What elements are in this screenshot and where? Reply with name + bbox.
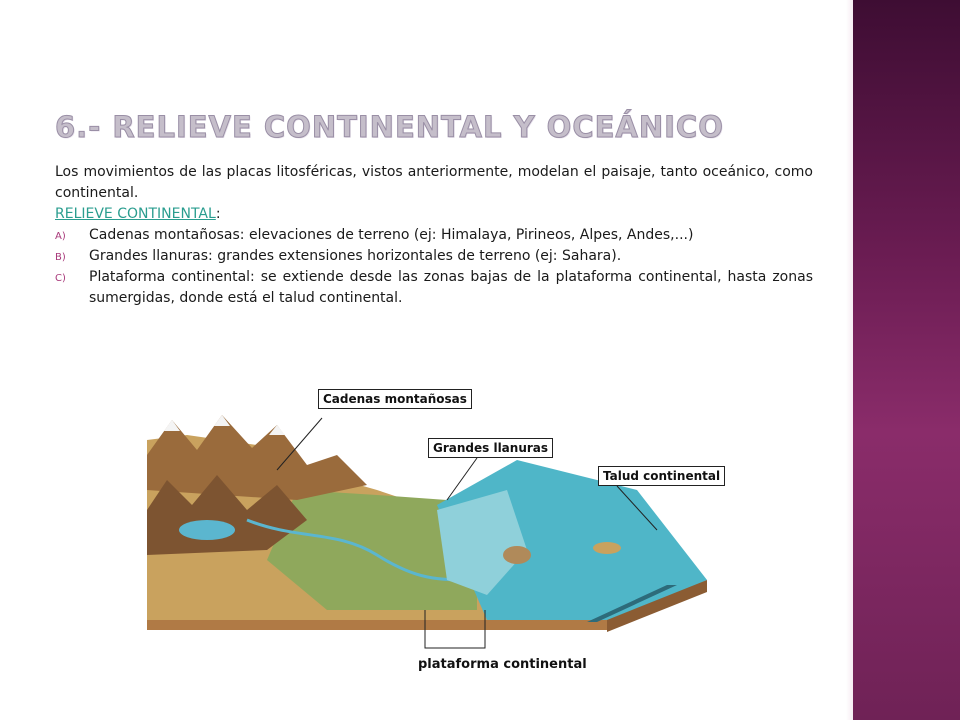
cross-section-front — [147, 620, 607, 630]
intro-paragraph: Los movimientos de las placas litosféricas, vistos anteriormente, modelan el paisaje, tanto oceánico, como continental. — [55, 164, 813, 201]
snow-cap-1 — [164, 420, 180, 431]
label-plataforma-continental: plataforma continental — [418, 657, 587, 672]
mountains-back — [147, 415, 367, 500]
list-item-a — [55, 225, 813, 246]
slide-title: 6.- RELIEVE CONTINENTAL Y OCEÁNICO — [55, 110, 724, 144]
list-text-b: Grandes llanuras: grandes extensiones horizontales de terreno (ej: Sahara). — [89, 248, 622, 264]
label-cadenas-montanosas: Cadenas montañosas — [318, 389, 472, 409]
list-item-c — [55, 267, 813, 309]
relieve-continental-link[interactable]: RELIEVE CONTINENTAL — [55, 206, 216, 222]
label-talud-continental: Talud continental — [598, 466, 725, 486]
decorative-sidebar — [853, 0, 960, 720]
list-item-b — [55, 246, 813, 267]
snow-cap-2 — [214, 415, 230, 426]
slide-content — [55, 162, 813, 309]
relief-list — [55, 225, 813, 309]
island-2 — [503, 546, 531, 564]
section-colon: : — [215, 206, 221, 222]
snow-cap-3 — [269, 425, 285, 435]
list-text-a: Cadenas montañosas: elevaciones de terreno (ej: Himalaya, Pirineos, Alpes, Andes,...) — [89, 227, 694, 243]
list-text-c: Plataforma continental: se extiende desde las zonas bajas de la plataforma continental, hasta zonas sumergidas, donde está el talud continental. — [89, 269, 813, 306]
list-marker-c: C) — [55, 273, 66, 284]
label-grandes-llanuras: Grandes llanuras — [428, 438, 553, 458]
list-marker-b: B) — [55, 252, 66, 263]
island-1 — [593, 542, 621, 554]
list-marker-a: A) — [55, 231, 66, 242]
section-heading — [55, 204, 813, 225]
lake — [179, 520, 235, 540]
relief-illustration — [147, 380, 747, 680]
